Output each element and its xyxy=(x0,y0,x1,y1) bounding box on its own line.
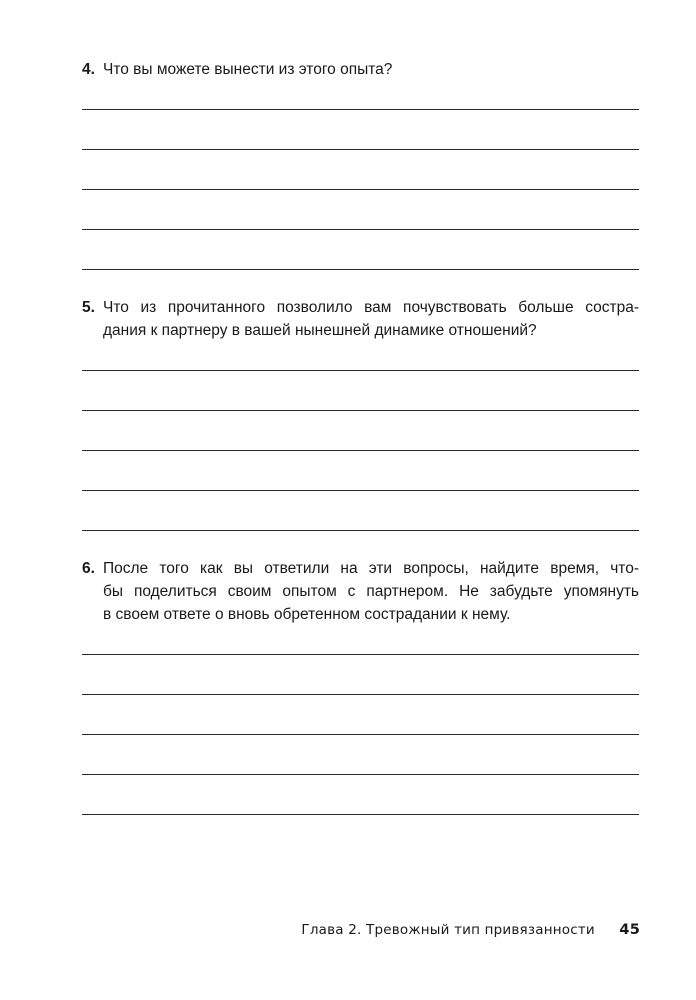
page-footer xyxy=(301,922,640,938)
answer-line[interactable] xyxy=(82,370,639,371)
question-text-line: Что из прочитанного позволило вам почувствовать больше состра- xyxy=(103,299,639,316)
question-text-line: дания к партнеру в вашей нынешней динамике отношений? xyxy=(103,322,537,339)
question-number: 6. xyxy=(82,560,95,577)
question-text-line: в своем ответе о вновь обретенном сострадании к нему. xyxy=(103,606,511,623)
answer-line[interactable] xyxy=(82,229,639,230)
page-number: 45 xyxy=(619,922,640,938)
answer-line[interactable] xyxy=(82,694,639,695)
question-number: 4. xyxy=(82,61,95,78)
question-text xyxy=(82,58,639,81)
answer-line[interactable] xyxy=(82,774,639,775)
question-number: 5. xyxy=(82,299,95,316)
answer-line[interactable] xyxy=(82,734,639,735)
question-text xyxy=(82,557,639,626)
answer-line[interactable] xyxy=(82,450,639,451)
answer-line[interactable] xyxy=(82,814,639,815)
question-text xyxy=(82,296,639,342)
answer-line[interactable] xyxy=(82,410,639,411)
answer-line[interactable] xyxy=(82,269,639,270)
answer-line[interactable] xyxy=(82,109,639,110)
answer-line[interactable] xyxy=(82,654,639,655)
answer-line[interactable] xyxy=(82,530,639,531)
question-5-prompt xyxy=(82,296,639,342)
question-6-prompt xyxy=(82,557,639,626)
question-6 xyxy=(82,557,639,626)
question-text-line: После того как вы ответили на эти вопросы, найдите время, что- xyxy=(103,560,639,577)
answer-line[interactable] xyxy=(82,490,639,491)
chapter-title: Глава 2. Тревожный тип привязанности xyxy=(301,922,595,938)
question-text-line: бы поделиться своим опытом с партнером. Не забудьте упомянуть xyxy=(103,583,639,600)
answer-line[interactable] xyxy=(82,189,639,190)
question-5 xyxy=(82,296,639,342)
question-4 xyxy=(82,58,639,81)
question-text-line: Что вы можете вынести из этого опыта? xyxy=(103,61,393,78)
question-4-prompt xyxy=(82,58,639,81)
answer-line[interactable] xyxy=(82,149,639,150)
